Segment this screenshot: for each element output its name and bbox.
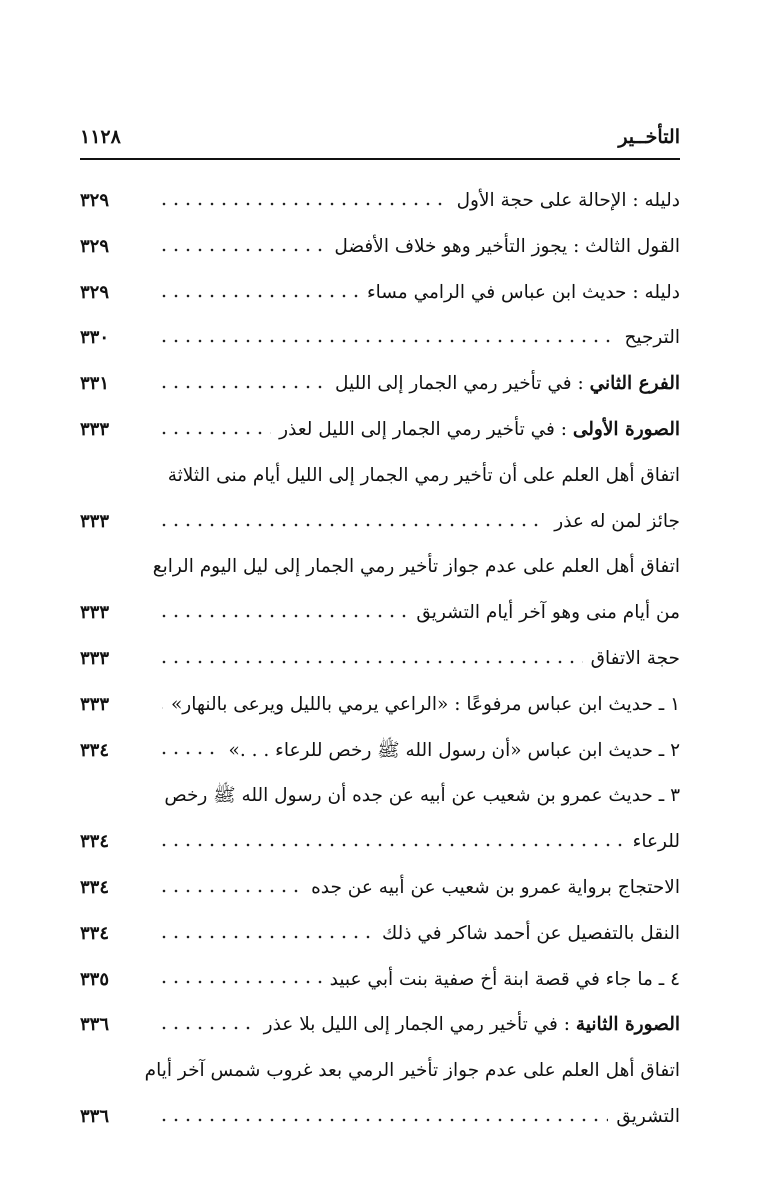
toc-page-number: ٣٣٤ <box>80 922 110 944</box>
toc-entry <box>80 728 680 774</box>
toc-entry-line <box>80 270 680 316</box>
toc-page-number: ٣٣٣ <box>80 647 110 669</box>
running-title: التأخــير <box>618 126 680 148</box>
toc-entry-title <box>616 1094 680 1140</box>
toc-entry-text: اتفاق أهل العلم على عدم جواز تأخير الرمي بعد غروب شمس آخر أيام <box>144 1060 680 1082</box>
dot-leader <box>158 590 408 636</box>
toc-entry-text: : في تأخير رمي الجمار إلى الليل لعذر <box>279 418 573 440</box>
toc-entry-heading: الصورة الثانية <box>575 1014 680 1036</box>
toc-entry-line <box>80 1048 680 1094</box>
toc-entry-line <box>80 499 680 545</box>
toc-entry-line <box>80 819 680 865</box>
toc-page-number: ٣٣٣ <box>80 510 110 532</box>
dot-leader <box>158 270 359 316</box>
toc-entry-line <box>80 636 680 682</box>
toc-entry-text: ١ ـ حديث ابن عباس مرفوعًا : «الراعي يرمي بالليل ويرعى بالنهار» <box>170 693 680 715</box>
toc-entry-title <box>457 178 680 224</box>
toc-page-number: ٣٣٥ <box>80 968 110 990</box>
header-rule <box>80 158 680 160</box>
toc-entry-text: القول الثالث : يجوز التأخير وهو خلاف الأفضل <box>334 235 680 257</box>
toc-entry-title <box>80 453 680 499</box>
toc-entry-line <box>80 865 680 911</box>
dot-leader <box>158 957 322 1003</box>
toc-entry-title <box>229 728 680 774</box>
toc-entry-text: للرعاء <box>632 831 680 853</box>
toc-entry-title <box>80 1048 680 1094</box>
toc-entry-line <box>80 1094 680 1140</box>
toc-entry <box>80 453 680 499</box>
toc-entry-line <box>80 315 680 361</box>
toc-entry <box>80 361 680 407</box>
dot-leader <box>158 407 271 453</box>
toc-entry <box>80 636 680 682</box>
toc-entry-text: جائز لمن له عذر <box>554 510 680 532</box>
toc-entry-line <box>80 957 680 1003</box>
toc-entry-line <box>80 544 680 590</box>
toc-entry <box>80 315 680 361</box>
dot-leader <box>158 865 303 911</box>
toc-entry <box>80 911 680 957</box>
toc-entry <box>80 819 680 865</box>
toc-page-number: ٣٣٣ <box>80 693 110 715</box>
toc-entry-title <box>279 407 680 453</box>
toc-entry-text: ٤ ـ ما جاء في قصة ابنة أخ صفية بنت أبي عبيد <box>329 968 680 990</box>
toc-entry <box>80 957 680 1003</box>
toc-entry-line <box>80 682 680 728</box>
toc-entry-line <box>80 1002 680 1048</box>
toc-entry-text: ٣ ـ حديث عمرو بن شعيب عن أبيه عن جده أن رسول الله ﷺ رخص <box>164 785 680 807</box>
toc-entry-heading: الفرع الثاني <box>589 373 680 395</box>
toc-entry-heading: الصورة الأولى <box>572 418 680 440</box>
toc-page-number: ٣٣٦ <box>80 1014 110 1036</box>
page-header <box>80 126 680 156</box>
toc-entry-text: : في تأخير رمي الجمار إلى الليل <box>334 373 590 395</box>
page-number: ١١٢٨ <box>80 126 121 148</box>
toc-entry-line <box>80 773 680 819</box>
toc-entry <box>80 178 680 224</box>
dot-leader <box>158 315 616 361</box>
toc-entry-text: من أيام منى وهو آخر أيام التشريق <box>416 602 680 624</box>
toc-entry-line <box>80 728 680 774</box>
toc-entry <box>80 682 680 728</box>
table-of-contents <box>80 178 680 1140</box>
toc-page-number: ٣٢٩ <box>80 235 110 257</box>
toc-entry <box>80 1094 680 1140</box>
toc-entry-title <box>367 270 680 316</box>
toc-entry-line <box>80 590 680 636</box>
toc-entry-title <box>311 865 680 911</box>
toc-page-number: ٣٣٣ <box>80 418 110 440</box>
dot-leader <box>158 911 374 957</box>
toc-entry-title <box>330 957 680 1003</box>
toc-entry-text: الترجيح <box>624 327 680 349</box>
toc-entry <box>80 1048 680 1094</box>
toc-entry-line <box>80 407 680 453</box>
toc-entry-text: الاحتجاج برواية عمرو بن شعيب عن أبيه عن جده <box>311 876 680 898</box>
toc-entry <box>80 224 680 270</box>
toc-entry-text: النقل بالتفصيل عن أحمد شاكر في ذلك <box>382 922 680 944</box>
dot-leader <box>158 499 546 545</box>
dot-leader <box>158 682 163 728</box>
toc-entry <box>80 407 680 453</box>
toc-page-number: ٣٢٩ <box>80 281 110 303</box>
toc-entry-title <box>624 315 680 361</box>
toc-page-number: ٣٣٦ <box>80 1105 110 1127</box>
toc-entry <box>80 270 680 316</box>
toc-entry-title <box>591 636 680 682</box>
dot-leader <box>158 361 327 407</box>
toc-entry-title <box>382 911 680 957</box>
toc-entry-title <box>335 361 680 407</box>
toc-page-number: ٣٣٤ <box>80 739 110 761</box>
toc-page-number: ٣٣٤ <box>80 876 110 898</box>
dot-leader <box>158 636 583 682</box>
toc-page-number: ٣٣٤ <box>80 831 110 853</box>
toc-entry-title <box>171 682 680 728</box>
toc-entry-text: اتفاق أهل العلم على أن تأخير رمي الجمار إلى الليل أيام منى الثلاثة <box>167 464 680 486</box>
toc-entry-title <box>264 1002 680 1048</box>
dot-leader <box>158 728 221 774</box>
toc-entry <box>80 544 680 590</box>
toc-entry-text: حجة الاتفاق <box>590 647 680 669</box>
toc-entry-text: التشريق <box>616 1105 680 1127</box>
toc-page-number: ٣٣٠ <box>80 327 110 349</box>
toc-entry <box>80 773 680 819</box>
toc-entry-line <box>80 361 680 407</box>
toc-entry-title <box>416 590 680 636</box>
toc-entry <box>80 590 680 636</box>
toc-entry <box>80 865 680 911</box>
toc-entry-text: دليله : الإحالة على حجة الأول <box>456 190 680 211</box>
dot-leader <box>158 178 449 224</box>
toc-entry-text: اتفاق أهل العلم على عدم جواز تأخير رمي الجمار إلى ليل اليوم الرابع <box>152 556 680 578</box>
toc-entry-title <box>80 773 680 819</box>
dot-leader <box>158 1002 256 1048</box>
toc-entry-title <box>633 819 680 865</box>
toc-page-number: ٣٣٣ <box>80 602 110 624</box>
toc-entry-line <box>80 453 680 499</box>
dot-leader <box>158 224 326 270</box>
toc-page-number: ٣٣١ <box>80 373 110 395</box>
toc-entry-line <box>80 911 680 957</box>
toc-entry-text: ٢ ـ حديث ابن عباس «أن رسول الله ﷺ رخص للرعاء . . .» <box>228 739 680 761</box>
toc-entry <box>80 1002 680 1048</box>
toc-entry-text: دليله : حديث ابن عباس في الرامي مساء <box>366 281 680 303</box>
toc-entry-title <box>80 544 680 590</box>
toc-entry-line <box>80 224 680 270</box>
toc-entry-title <box>334 224 680 270</box>
toc-entry <box>80 499 680 545</box>
toc-page-number: ٣٢٩ <box>80 190 110 211</box>
toc-entry-text: : في تأخير رمي الجمار إلى الليل بلا عذر <box>263 1014 576 1036</box>
toc-entry-title <box>554 499 680 545</box>
dot-leader <box>158 819 625 865</box>
dot-leader <box>158 1094 608 1140</box>
toc-entry-line <box>80 178 680 224</box>
